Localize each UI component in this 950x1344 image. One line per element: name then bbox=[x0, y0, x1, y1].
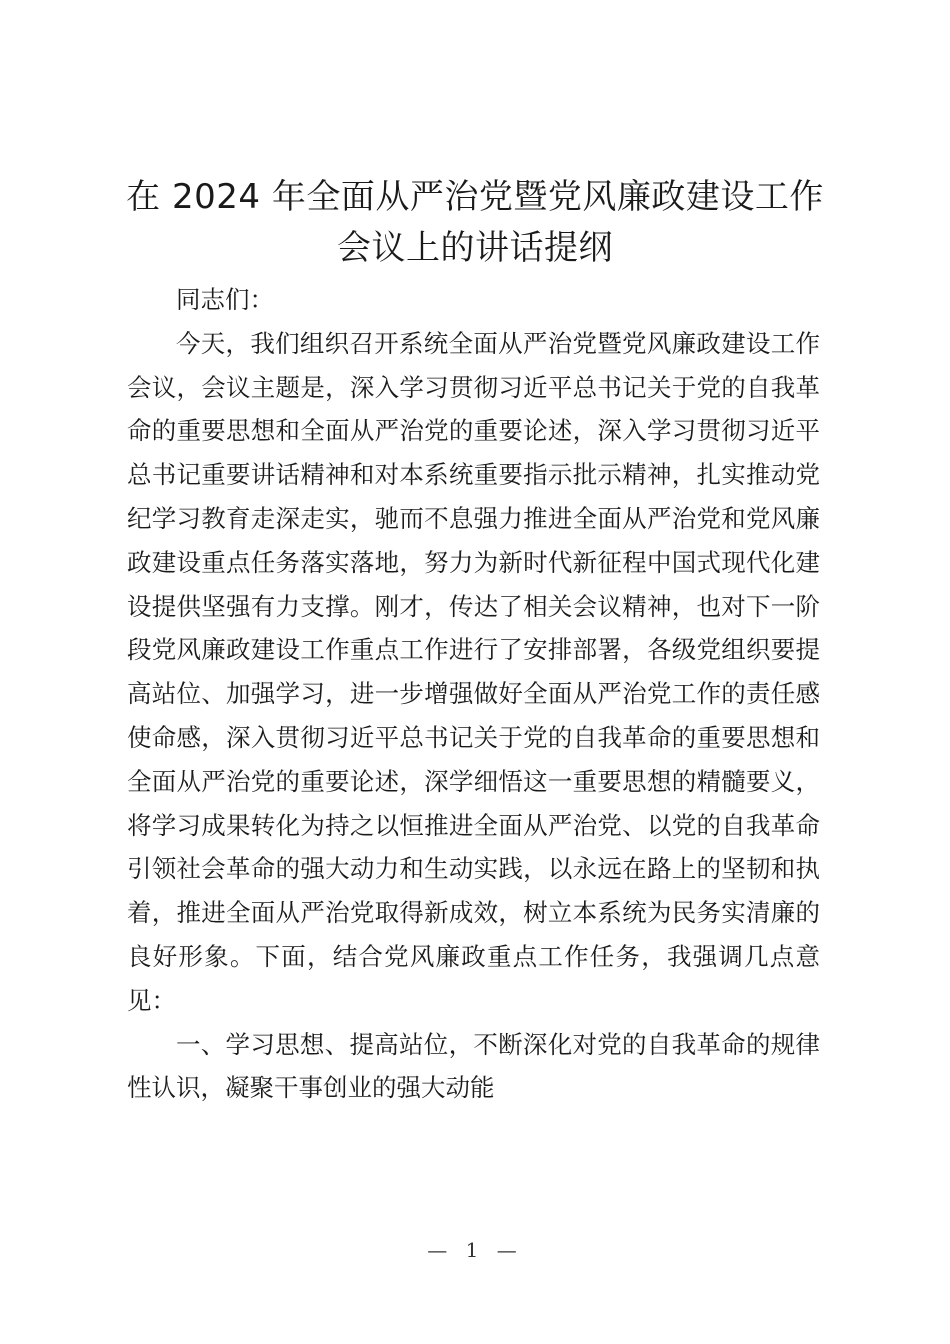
document-title: 在 2024 年全面从严治党暨党风廉政建设工作会议上的讲话提纲 bbox=[126, 177, 824, 268]
page-number: — 1 — bbox=[427, 1238, 523, 1262]
body-paragraph: 今天，我们组织召开系统全面从严治党暨党风廉政建设工作会议，会议主题是，深入学习贯彻习近平总书记关于党的自我革命的重要思想和全面从严治党的重要论述，深入学习贯彻习近平总书记重要讲话精神和对本系统重要指示批示精神，扎实推动党纪学习教育走深走实，驰而不息强力推进全面从严治党和党风廉政建设重点任务落实落地，努力为新时代新征程中国式现代化建设提供坚强有力支撑。刚才，传达了相关会议精神，也对下一阶段党风廉政建设工作重点工作进行了安排部署，各级党组织要提高站位、加强学习，进一步增强做好全面从严治党工作的责任感使命感，深入贯彻习近平总书记关于党的自我革命的重要思想和全面从严治党的重要论述，深学细悟这一重要思想的精髓要义，将学习成果转化为持之以恒推进全面从严治党、以党的自我革命引领社会革命的强大动力和生动实践，以永远在路上的坚韧和执着，推进全面从严治党取得新成效，树立本系统为民务实清廉的良好形象。下面，结合党风廉政重点工作任务，我强调几点意见： bbox=[127, 328, 820, 1015]
section-heading: 一、学习思想、提高站位，不断深化对党的自我革命的规律性认识，凝聚干事创业的强大动能 bbox=[127, 1029, 820, 1103]
salutation: 同志们： bbox=[176, 285, 274, 314]
document-body bbox=[127, 278, 820, 1110]
